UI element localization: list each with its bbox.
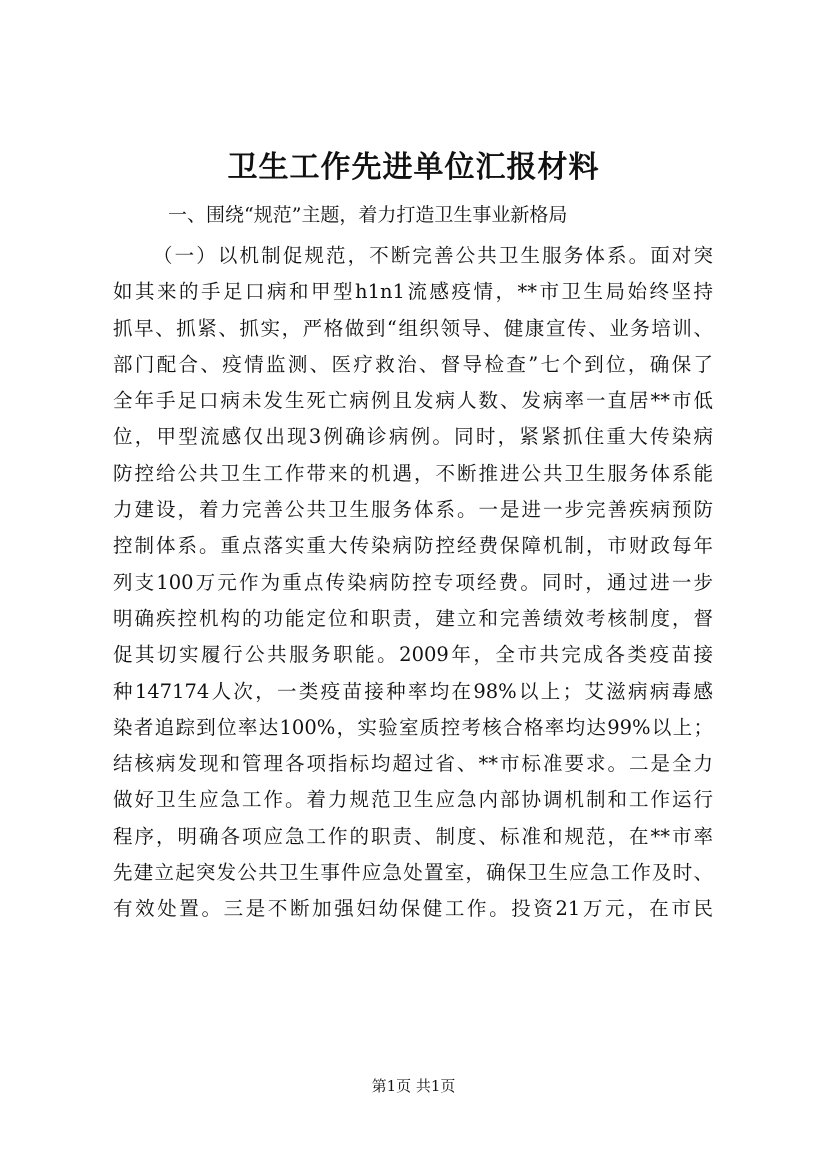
body-line: 促其切实履行公共服务职能。2009年，全市共完成各类疫苗接	[113, 643, 713, 667]
body-line: 部门配合、疫情监测、医疗救治、督导检查”七个到位，确保了	[113, 352, 713, 376]
body-line: 控制体系。重点落实重大传染病防控经费保障机制，市财政每年	[113, 534, 713, 558]
page-footer: 第1页 共1页	[371, 1077, 456, 1095]
body-line: 位，甲型流感仅出现3例确诊病例。同时，紧紧抓住重大传染病	[113, 425, 713, 449]
body-line: 种147174人次，一类疫苗接种率均在98%以上；艾滋病病毒感	[113, 679, 713, 703]
body-line: 列支100万元作为重点传染病防控专项经费。同时，通过进一步	[113, 570, 713, 594]
body-line: 做好卫生应急工作。着力规范卫生应急内部协调机制和工作运行	[113, 788, 713, 812]
body-line: （一）以机制促规范，不断完善公共卫生服务体系。面对突	[153, 244, 713, 267]
body-line: 程序，明确各项应急工作的职责、制度、标准和规范，在**市率	[113, 824, 713, 848]
section-heading: 一、围绕“规范”主题，着力打造卫生事业新格局	[168, 204, 568, 226]
body-line: 防控给公共卫生工作带来的机遇，不断推进公共卫生服务体系能	[113, 461, 713, 485]
document-title: 卫生工作先进单位汇报材料	[227, 150, 600, 185]
body-line: 力建设，着力完善公共卫生服务体系。一是进一步完善疾病预防	[113, 498, 713, 522]
body-line: 抓早、抓紧、抓实，严格做到“组织领导、健康宣传、业务培训、	[113, 316, 713, 340]
body-line: 染者追踪到位率达100%，实验室质控考核合格率均达99%以上；	[113, 715, 713, 739]
body-text	[113, 238, 713, 928]
body-line: 有效处置。三是不断加强妇幼保健工作。投资21万元，在市民	[113, 897, 713, 921]
body-line: 如其来的手足口病和甲型h1n1流感疫情，**市卫生局始终坚持	[113, 280, 713, 304]
body-line: 全年手足口病未发生死亡病例且发病人数、发病率一直居**市低	[113, 389, 713, 413]
body-line: 明确疾控机构的功能定位和职责，建立和完善绩效考核制度，督	[113, 606, 713, 630]
body-line: 结核病发现和管理各项指标均超过省、**市标准要求。二是全力	[113, 752, 713, 776]
body-line: 先建立起突发公共卫生事件应急处置室，确保卫生应急工作及时、	[113, 861, 713, 885]
